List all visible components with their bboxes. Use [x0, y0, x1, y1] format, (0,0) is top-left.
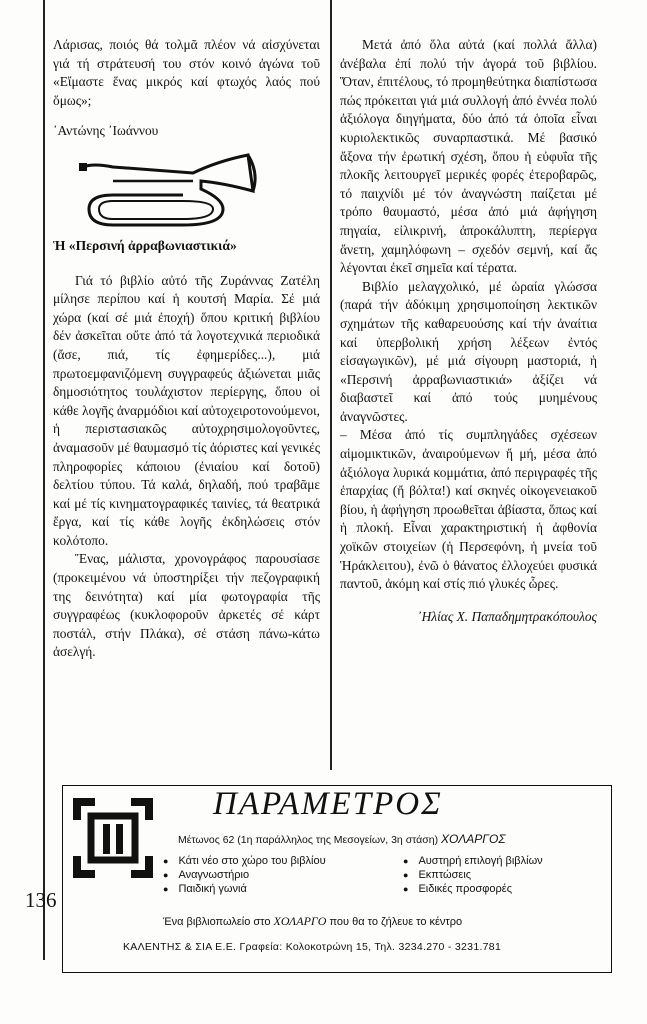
- right-paragraph-3: – Μέσα ἀπό τίς συμπληγάδες σχέσεων αἱμομικτικῶν, ἀναιρούμενων ἤ μή, μέσα ἀπό ἀξιόλογα λυρικά κομμάτια, ἀπό περιγραφές τῆς ἐπαρχίας (ἤ βόλτα!) καί σκηνές οἰκογενειακοῦ βίου, ἡ ἀφήγηση προωθεῖται ἀβίαστα, ὅπως καί ἡ πλοκή. Εἶναι χαρακτηριστική ἡ ἀφθονία χοϊκῶν στοιχείων (ἡ Περσεφόνη, ἡ μνεία τοῦ Ἡράκλειτου), ἐνῶ ὁ θάνατος ἐλλοχεύει φυσικά παντοῦ, ἀκόμη καί στίς πιό γλυκές ὧρες.: [340, 427, 597, 592]
- column-divider: [330, 0, 332, 770]
- bookshop-contact: ΚΑΛΕΝΤΗΣ & ΣΙΑ Ε.Ε. Γραφεία: Κολοκοτρώνη 15, Τηλ. 3234.270 - 3231.781: [123, 941, 502, 953]
- article-author: ᾿Αντώνης ᾿Ιωάννου: [53, 123, 159, 139]
- bookshop-address: [178, 832, 506, 846]
- left-paragraph-2: Ἕνας, μάλιστα, χρονογράφος παρουσίασε (προκειμένου νά ὑποστηρίξει τήν πεζογραφική της δεινότητα) καί μία φωτογραφία τῆς συγγραφέως (κυκλοφοροῦν ἀρκετές σέ κάρτ ποστάλ, στήν Πλάκα), σέ στάση πάνω-κάτω ἀσελγή.: [53, 551, 320, 660]
- left-column: [53, 36, 320, 662]
- tagline-end: που θα το ζήλευε το κέντρο: [329, 916, 463, 928]
- features-right: [403, 854, 543, 896]
- feature-item: ● Εκπτώσεις: [403, 868, 543, 882]
- feature-item: ● Ειδικές προσφορές: [403, 882, 543, 896]
- page-number: 136: [25, 888, 57, 912]
- right-paragraph-1: Μετά ἀπό ὅλα αὐτά (καί πολλά ἄλλα) ἀνέβαλα ἐπί πολύ τήν ἀγορά τοῦ βιβλίου. Ὅταν, ἐπιτέλους, τό προμηθεύτηκα διαπίστωσα πώς πρόκειται γιά μιά συλλογή ἀπό ἐννέα πολύ ἀξιόλογα διηγήματα, δύο ἀπό τά ὁποῖα εἶναι κυριολεκτικῶς συναρπαστικά. Μέ βασικό ἄξονα τήν ἐρωτική σχέση, ὅπου ἡ εὐφυΐα τῆς πλοκῆς λειτουργεῖ μερικές φορές ἐτεροβαρῶς, τό παιχνίδι μέ τόν ἀναγνώστη παίζεται μέ τρόπο θαυμαστό, μέσα ἀπό μιά ἀφήγηση πηγαία, εἰλικρινή, ἀπροκάλυπτη, περίεργα ἄνετη, χαμηλόφωνη – σχεδόν σεμνή, καί ἄς λέγονται ἐκεῖ σημεῖα καί τέρατα.: [340, 37, 597, 276]
- left-margin-rule: [43, 0, 45, 960]
- article-heading: Ἡ «Περσινή ἀρραβωνιαστικιά»: [53, 237, 237, 253]
- continued-paragraph: Λάρισας, ποιός θά τολμᾶ πλέον νά αἰσχύνεται γιά τή στράτευσή του στόν κοινό ἀγώνα τοῦ «Εἴμαστε ἕνας μικρός καί φτωχός λαός πού ὅμως»;: [53, 37, 320, 108]
- feature-item: ● Αναγνωστήριο: [163, 868, 326, 882]
- bookshop-tagline: [163, 914, 462, 929]
- features-left: [163, 854, 326, 896]
- right-paragraph-2: Βιβλίο μελαγχολικό, μέ ὡραία γλώσσα (παρά τήν ἀδόκιμη χρησιμοποίηση λεκτικῶν σχημάτων τῆς καθαρευούσης καί τήν ἀναίτια καί ὑπερβολική χρήση λέξεων ἐντός εἰσαγωγικῶν), μέ μιά σίγουρη μαστοριά, ἡ «Περσινή ἀρραβωνιαστικιά» ἀξίζει νά διαβαστεῖ καί ἀπό τούς μυημένους ἀναγνῶστες.: [340, 278, 597, 424]
- left-paragraph-1: Γιά τό βιβλίο αὐτό τῆς Ζυράννας Ζατέλη μίλησε περίπου καί ἡ κουτσή Μαρία. Σέ μιά χώρα (καί σέ μιά ἐποχή) ὅπου κριτική βιβλίου δέν ἀσκεῖται οὔτε ἀπό τά λογοτεχνικά περιοδικά (ἄσε, πιά, τίς ἐφημερίδες...), μιά πρωτοεμφανιζόμενη συγγραφεύς ἀξιώνεται μιᾶς δημοσιότητος τουλάχιστον περίεργης, ὅπου οἱ κάθε λογῆς ἀναρμόδιοι καί αὐτοχειροτονούμενοι, ἡ περιστασιακῶς αὐτοχρησιμολογοῦντες, ἀναμασοῦν μέ θαυμασμό τίς ἀόριστες καί γενικές πληροφορίες κάποιου (ἐνιαίου καί δοτοῦ) δελτίου τύπου. Τά καλά, δηλαδή, πού τραβᾶμε καί μέ τίς κινηματογραφικές ταινίες, τά θεατρικά ἔργα, καί τίς κάθε λογῆς ἐκδηλώσεις στόν κολότοπο.: [53, 272, 320, 548]
- bookshop-advertisement: [62, 785, 612, 973]
- feature-item: ● Αυστηρή επιλογή βιβλίων: [403, 854, 543, 868]
- review-signature: ᾿Ηλίας Χ. Παπαδημητρακόπουλος: [417, 608, 597, 624]
- bookshop-logo: [73, 798, 153, 878]
- tagline-place: ΧΟΛΑΡΓΟ: [273, 914, 327, 928]
- tagline-start: Ένα βιβλιοπωλείο στο: [163, 916, 271, 928]
- trumpet-illustration: [73, 151, 273, 231]
- right-column: [340, 36, 597, 626]
- address-line: Μέτωνος 62 (1η παράλληλος της Μεσογείων, 3η στάση): [178, 834, 439, 846]
- feature-item: ● Κάτι νέο στο χώρο του βιβλίου: [163, 854, 326, 868]
- feature-item: ● Παιδική γωνιά: [163, 882, 326, 896]
- address-area: ΧΟΛΑΡΓΟΣ: [440, 832, 506, 846]
- bookshop-name: ΠΑΡΑΜΕΤΡΟΣ: [213, 786, 443, 822]
